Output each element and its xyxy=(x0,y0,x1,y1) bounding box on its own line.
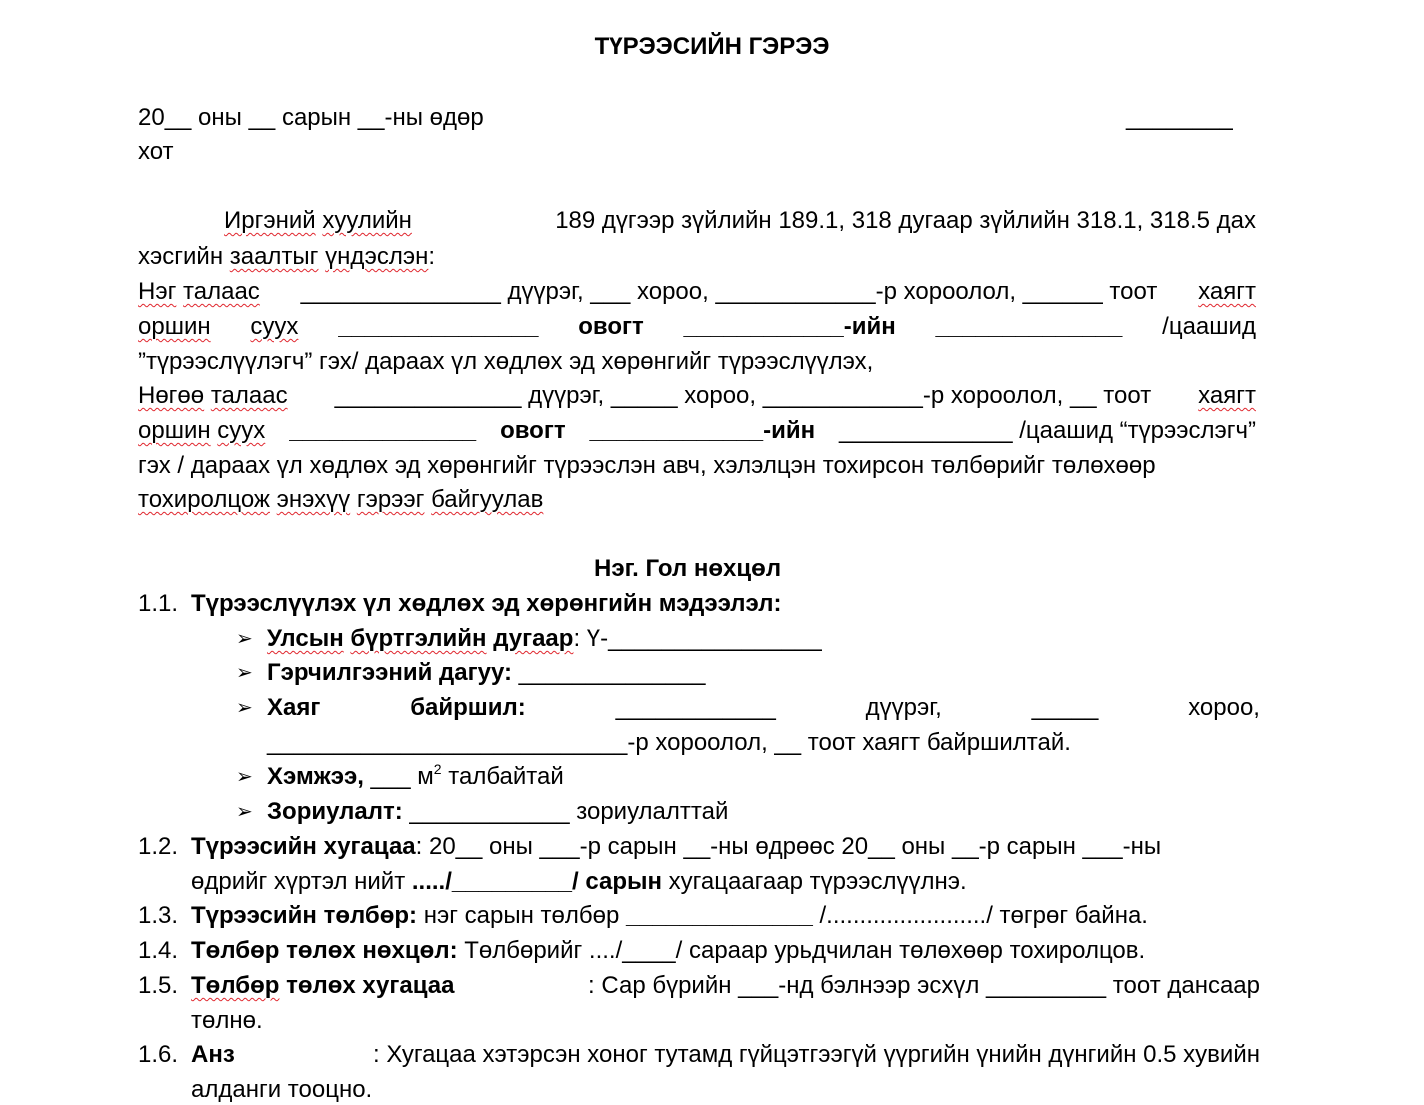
arrow-bullet-icon: ➢ xyxy=(236,801,253,823)
item-1-2-number: 1.2. xyxy=(138,833,179,860)
bullet-address: Хаяг байршил: ____________ дүүрэг, _____ хороо, xyxy=(267,694,1260,721)
item-1-3-line: Түрээсийн төлбөр: нэг сарын төлбөр ______________ /......................../ төгрөг байна. xyxy=(191,902,1148,929)
preamble-line-2: хэсгийн заалтыг үндэслэн: xyxy=(138,243,436,270)
preamble-line-3: Нэг талаас _______________ дүүрэг, ___ хороо, ____________-р хороолол, ______ тоот хаягт xyxy=(138,278,1256,305)
item-1-5-line-2: төлнө. xyxy=(191,1007,263,1034)
preamble-line-7: оршин суух ______________ овогт _____________-ийн _____________ /цаашид “түрээслэгч” xyxy=(138,417,1256,444)
item-1-6-line-1: Анз : Хугацаа хэтэрсэн хоног тутамд гүйцэтгээгүй үүргийн үнийн дүнгийн 0.5 хувийн xyxy=(191,1041,1260,1068)
section-1-heading: Нэг. Гол нөхцөл xyxy=(594,555,782,582)
preamble-line-4: оршин суух _______________ овогт ____________-ийн ______________ /цаашид xyxy=(138,313,1256,340)
preamble-line-6: Нөгөө талаас ______________ дүүрэг, _____ хороо, ____________-р хороолол, __ тоот хаягт xyxy=(138,382,1256,409)
word-civil: Иргэний xyxy=(224,207,316,234)
bullet-size: Хэмжээ, ___ $м^2$ талбайтай xyxy=(267,761,564,790)
preamble-line-8: гэх / дараах үл хөдлөх эд хөрөнгийг түрээслэн авч, хэлэлцэн тохирсон төлбөрийг төлөхөөр xyxy=(138,452,1156,479)
item-1-3-number: 1.3. xyxy=(138,902,179,929)
arrow-bullet-icon: ➢ xyxy=(236,766,253,788)
item-1-1-number: 1.1. xyxy=(138,590,179,617)
arrow-bullet-icon: ➢ xyxy=(236,628,253,650)
city-blank: ________ xyxy=(1126,104,1233,131)
arrow-bullet-icon: ➢ xyxy=(236,662,253,684)
item-1-6-number: 1.6. xyxy=(138,1041,179,1068)
item-1-2-line-2: өдрийг хүртэл нийт ...../_________/ сарын хугацаагаар түрээслүүлнэ. xyxy=(191,868,967,895)
document-title: ТҮРЭЭСИЙН ГЭРЭЭ xyxy=(594,33,830,60)
item-1-6-line-2: алданги тооцно. xyxy=(191,1076,373,1103)
item-1-1-title: Түрээслүүлэх үл хөдлөх эд хөрөнгийн мэдээлэл: xyxy=(191,590,782,617)
bullet-purpose: Зориулалт: ____________ зориулалттай xyxy=(267,798,729,825)
arrow-bullet-icon: ➢ xyxy=(236,697,253,719)
preamble-line-1 xyxy=(224,206,1256,236)
item-1-2-line-1: Түрээсийн хугацаа: 20__ оны ___-р сарын __-ны өдрөөс 20__ оны __-р сарын ___-ны xyxy=(191,833,1162,860)
word-law: хуулийн xyxy=(322,207,412,234)
date-line: 20__ оны __ сарын __-ны өдөр xyxy=(138,104,484,131)
preamble-line-9: тохиролцож энэхүү гэрээг байгуулав xyxy=(138,486,544,513)
bullet-registration-number: Улсын бүртгэлийн дугаар: Ү-________________ xyxy=(267,625,822,652)
bullet-certificate: Гэрчилгээний дагуу: ______________ xyxy=(267,659,706,686)
preamble-line-5: ”түрээслүүлэгч” гэх/ дараах үл хөдлөх эд хөрөнгийг түрээслүүлэх, xyxy=(138,348,874,375)
item-1-4-line: Төлбөр төлөх нөхцөл: Төлбөрийг ..../____/ сараар урьдчилан төлөхөөр тохиролцов. xyxy=(191,937,1146,964)
bullet-address-line-2: ___________________________-р хороолол, __ тоот хаягт байршилтай. xyxy=(267,729,1071,756)
item-1-5-line-1: Төлбөр төлөх хугацаа : Сар бүрийн ___-нд бэлнээр эсхүл _________ тоот дансаар xyxy=(191,972,1260,999)
city-label: хот xyxy=(138,138,174,165)
preamble-l1-rest: 189 дүгээр зүйлийн 189.1, 318 дугаар зүйлийн 318.1, 318.5 дах xyxy=(555,207,1256,234)
item-1-4-number: 1.4. xyxy=(138,937,179,964)
item-1-5-number: 1.5. xyxy=(138,972,179,999)
